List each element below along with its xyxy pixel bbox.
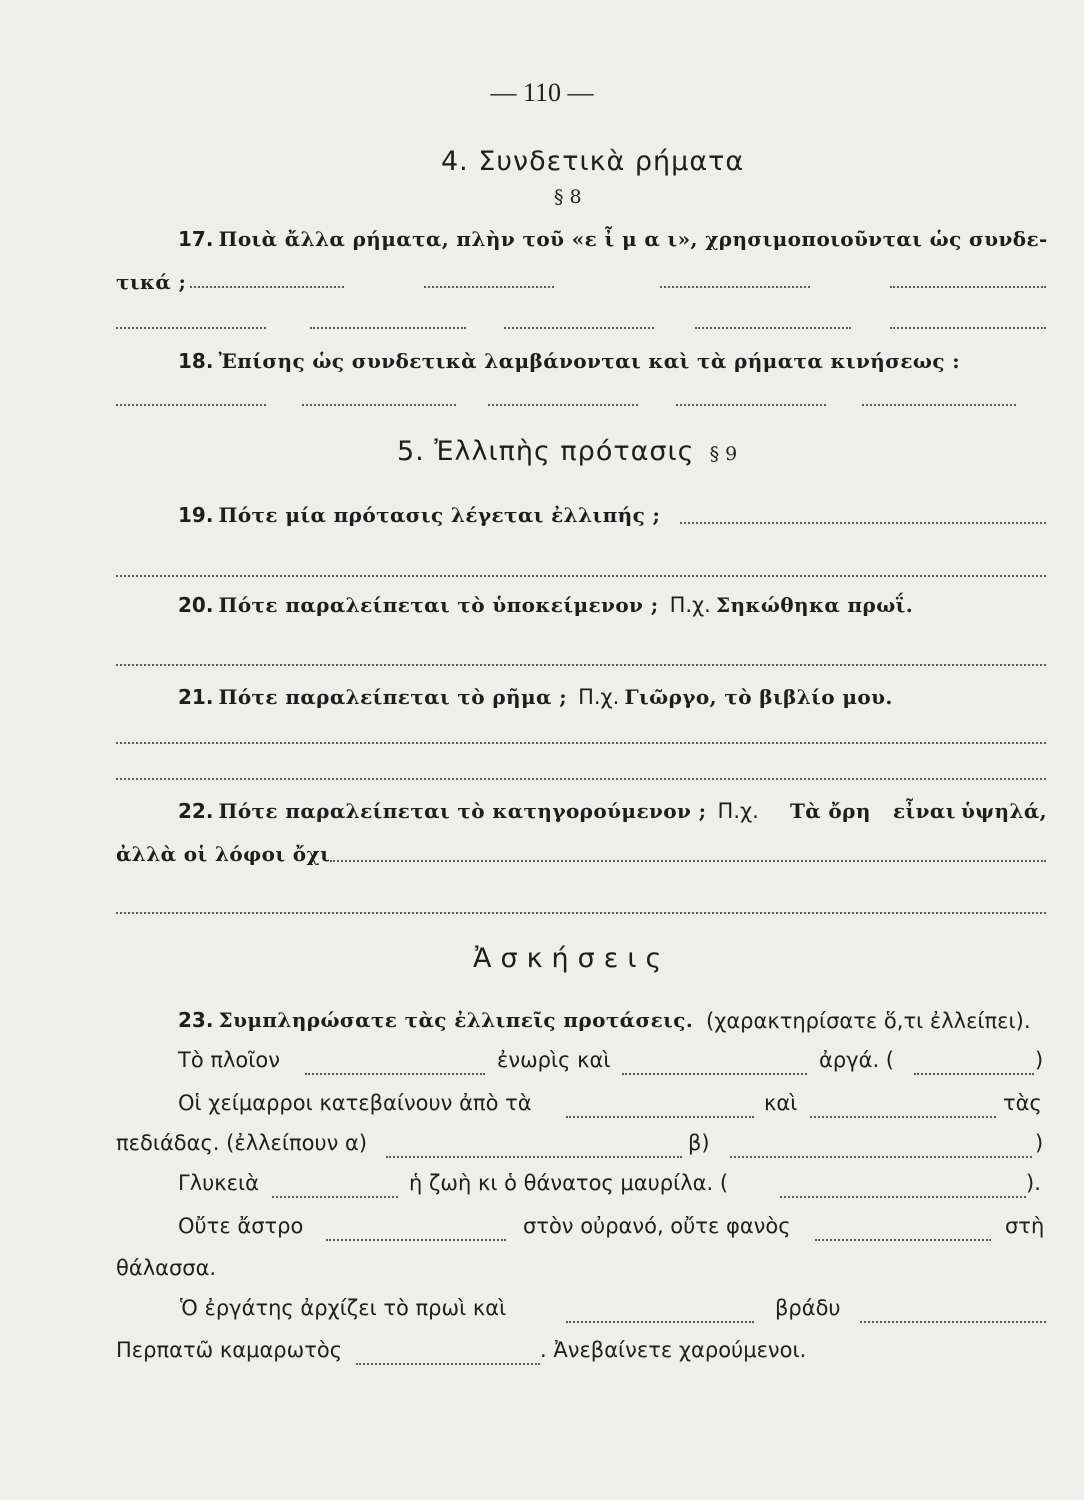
question-20-text: Πότε παραλείπεται τὸ ὑποκείμενον ;	[218, 593, 659, 617]
exercise-line-7-a: Ὁ ἐργάτης ἀρχίζει τὸ πρωὶ καὶ	[180, 1296, 507, 1320]
question-19-text: Πότε μία πρότασις λέγεται ἐλλιπής ;	[218, 503, 661, 527]
question-21-text: Πότε παραλείπεται τὸ ρῆμα ;	[218, 685, 567, 709]
question-17	[178, 227, 1048, 251]
exercise-line-5-a: Οὔτε ἄστρο	[178, 1214, 304, 1238]
question-22-example-a: Τὰ ὄρη	[790, 799, 871, 823]
question-21	[178, 685, 893, 709]
question-22-example-prefix: Π.χ.	[717, 799, 759, 823]
exercise-line-1-blank-3[interactable]	[914, 1073, 1034, 1075]
answer-18-blank-5[interactable]	[862, 404, 1016, 406]
question-17-text: Ποιὰ ἄλλα ρήματα, πλὴν τοῦ «ε ἶ μ α ι», χρησιμοποιοῦνται ὡς συνδε-	[218, 227, 1048, 251]
exercise-line-2-b: καὶ	[764, 1091, 798, 1115]
exercise-line-5-b: στὸν οὐρανό, οὔτε φανὸς	[523, 1214, 791, 1238]
exercise-line-4-blank-1[interactable]	[272, 1196, 398, 1198]
answer-17-blank-9[interactable]	[890, 327, 1046, 329]
question-22-example-c: ὑψηλά,	[961, 799, 1048, 823]
exercise-line-1-blank-2[interactable]	[622, 1073, 807, 1075]
exercise-line-2-a: Οἱ χείμαρροι κατεβαίνουν ἀπὸ τὰ	[178, 1091, 532, 1115]
exercise-line-8-b: . Ἀνεβαίνετε χαρούμενοι.	[540, 1338, 807, 1362]
answer-18-blank-4[interactable]	[676, 404, 826, 406]
question-21-number: 21.	[178, 685, 214, 709]
answer-17-blank-5[interactable]	[116, 327, 266, 329]
exercise-line-4-a: Γλυκειὰ	[178, 1171, 259, 1195]
question-20-example-prefix: Π.χ.	[669, 593, 711, 617]
exercise-line-2-blank-1[interactable]	[566, 1116, 754, 1118]
question-23	[178, 1008, 693, 1032]
section-4-title: 4. Συνδετικὰ ρήματα	[441, 146, 745, 177]
exercise-line-1-a: Τὸ πλοῖον	[178, 1048, 280, 1072]
exercise-line-3-c: )	[1035, 1131, 1044, 1155]
question-20-example: Σηκώθηκα πρωΐ.	[715, 593, 914, 617]
question-21-example: Γιῶργο, τὸ βιβλίο μου.	[624, 685, 893, 709]
answer-17-blank-7[interactable]	[504, 327, 654, 329]
question-22-number: 22.	[178, 799, 214, 823]
exercise-line-3-b: β)	[688, 1131, 710, 1155]
answer-21-blank-2[interactable]	[116, 778, 1046, 780]
answer-21-blank-1[interactable]	[116, 742, 1046, 744]
question-22	[178, 799, 759, 823]
question-18	[178, 349, 960, 373]
section-5-title: 5. Ἐλλιπὴς πρότασις	[397, 436, 695, 467]
exercise-line-6-a: θάλασσα.	[116, 1256, 217, 1280]
answer-18-blank-2[interactable]	[302, 404, 456, 406]
exercise-line-3-blank-1[interactable]	[386, 1156, 682, 1158]
answer-22-blank-2[interactable]	[116, 912, 1046, 914]
question-23-text: Συμπληρώσατε τὰς ἐλλιπεῖς προτάσεις.	[218, 1008, 694, 1032]
exercise-line-7-b: βράδυ	[775, 1296, 841, 1320]
question-20	[178, 593, 913, 617]
exercise-line-8-blank-1[interactable]	[356, 1363, 540, 1365]
exercise-line-1-c: ἀργά. (	[819, 1048, 894, 1072]
exercise-line-4-blank-2[interactable]	[780, 1196, 1026, 1198]
answer-18-blank-3[interactable]	[488, 404, 638, 406]
question-22-example-b: εἶναι	[893, 799, 956, 823]
question-22-text: Πότε παραλείπεται τὸ κατηγορούμενον ;	[218, 799, 707, 823]
answer-19-blank-2[interactable]	[116, 575, 1046, 577]
question-18-number: 18.	[178, 349, 214, 373]
exercise-line-7-blank-2[interactable]	[860, 1321, 1046, 1323]
question-21-example-prefix: Π.χ.	[578, 685, 620, 709]
question-19	[178, 503, 660, 527]
section-5-heading	[397, 436, 737, 467]
answer-19-blank-1[interactable]	[680, 522, 1046, 524]
exercise-line-2-c: τὰς	[1003, 1091, 1042, 1115]
exercise-line-3-a: πεδιάδας. (ἐλλείπουν α)	[116, 1131, 368, 1155]
question-19-number: 19.	[178, 503, 214, 527]
answer-20-blank[interactable]	[116, 664, 1046, 666]
answer-17-blank-3[interactable]	[660, 286, 810, 288]
answer-18-blank-1[interactable]	[116, 404, 266, 406]
question-22-continuation: ἀλλὰ οἱ λόφοι ὄχι	[116, 842, 331, 866]
exercise-line-2-blank-2[interactable]	[810, 1116, 996, 1118]
question-17-number: 17.	[178, 227, 214, 251]
exercise-line-5-blank-2[interactable]	[815, 1239, 991, 1241]
section-5-paragraph: § 9	[709, 443, 738, 465]
page-number: — 110 —	[490, 78, 594, 107]
answer-17-blank-2[interactable]	[424, 286, 554, 288]
question-18-text: Ἐπίσης ὡς συνδετικὰ λαμβάνονται καὶ τὰ ρήματα κινήσεως :	[218, 349, 961, 373]
question-23-note: (χαρακτηρίσατε ὅ,τι ἐλλείπει).	[706, 1009, 1031, 1033]
answer-22-blank-1[interactable]	[330, 860, 1046, 862]
answer-17-blank-4[interactable]	[890, 286, 1046, 288]
answer-17-blank-8[interactable]	[695, 327, 851, 329]
exercise-line-3-blank-2[interactable]	[730, 1156, 1032, 1158]
answer-17-blank-6[interactable]	[310, 327, 466, 329]
exercise-line-1-b: ἐνωρὶς καὶ	[497, 1048, 611, 1072]
exercise-line-7-blank-1[interactable]	[566, 1321, 754, 1323]
question-23-number: 23.	[178, 1008, 214, 1032]
question-17-continuation: τικά ;	[116, 270, 187, 294]
exercise-line-1-blank-1[interactable]	[305, 1073, 485, 1075]
exercise-line-4-b: ἡ ζωὴ κι ὁ θάνατος μαυρίλα. (	[409, 1171, 729, 1195]
exercise-line-8-a: Περπατῶ καμαρωτὸς	[116, 1338, 343, 1362]
question-20-number: 20.	[178, 593, 214, 617]
answer-17-blank-1[interactable]	[190, 286, 344, 288]
section-4-paragraph: § 8	[554, 186, 582, 208]
exercise-line-4-c: ).	[1026, 1171, 1041, 1195]
exercise-line-5-blank-1[interactable]	[326, 1239, 506, 1241]
exercise-line-1-d: )	[1035, 1048, 1044, 1072]
exercise-line-5-c: στὴ	[1005, 1214, 1045, 1238]
exercises-title: Ἀσκήσεις	[473, 943, 671, 974]
